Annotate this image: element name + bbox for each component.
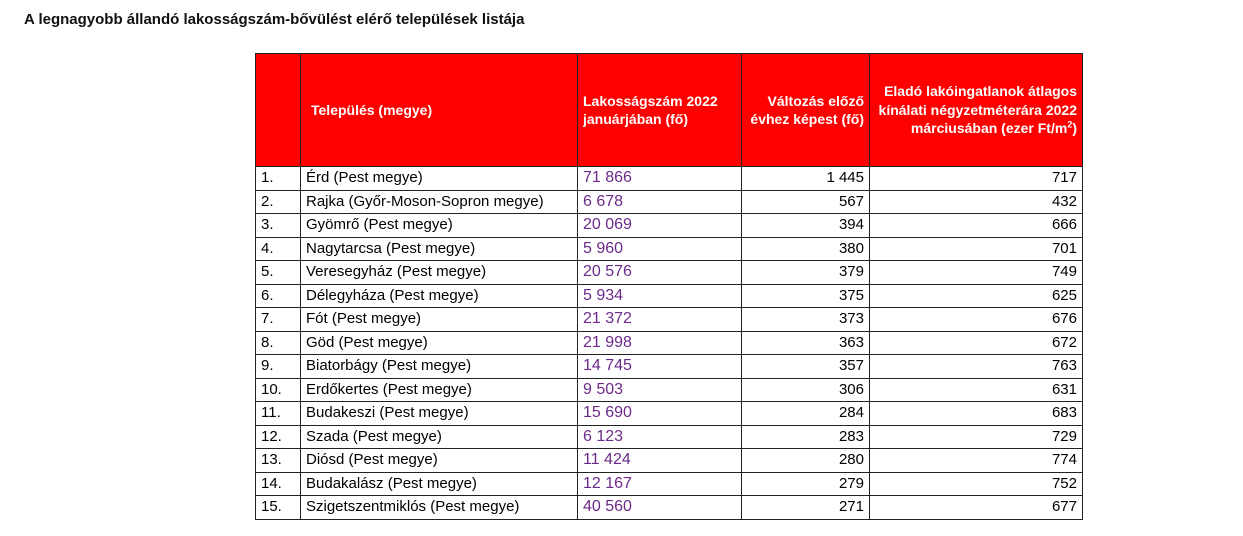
settlement-cell: Veresegyház (Pest megye) — [301, 261, 578, 285]
change-cell: 380 — [742, 237, 870, 261]
price-cell: 432 — [870, 190, 1083, 214]
change-cell: 280 — [742, 449, 870, 473]
table-row — [256, 331, 1083, 355]
settlement-cell: Biatorbágy (Pest megye) — [301, 355, 578, 379]
population-cell: 12 167 — [578, 472, 742, 496]
table-row — [256, 167, 1083, 191]
header-rank — [256, 54, 301, 167]
rank-cell: 2. — [256, 190, 301, 214]
population-cell: 15 690 — [578, 402, 742, 426]
change-cell: 379 — [742, 261, 870, 285]
population-cell: 21 372 — [578, 308, 742, 332]
change-cell: 357 — [742, 355, 870, 379]
population-cell: 21 998 — [578, 331, 742, 355]
table-row — [256, 449, 1083, 473]
settlement-cell: Erdőkertes (Pest megye) — [301, 378, 578, 402]
header-population: Lakosságszám 2022 januárjában (fő) — [578, 54, 742, 167]
population-cell: 20 069 — [578, 214, 742, 238]
table-row — [256, 425, 1083, 449]
rank-cell: 4. — [256, 237, 301, 261]
change-cell: 1 445 — [742, 167, 870, 191]
price-cell: 701 — [870, 237, 1083, 261]
rank-cell: 1. — [256, 167, 301, 191]
population-cell: 40 560 — [578, 496, 742, 520]
header-change: Változás előző évhez képest (fő) — [742, 54, 870, 167]
change-cell: 363 — [742, 331, 870, 355]
price-cell: 666 — [870, 214, 1083, 238]
price-cell: 677 — [870, 496, 1083, 520]
settlement-cell: Göd (Pest megye) — [301, 331, 578, 355]
settlements-table — [255, 53, 1083, 520]
rank-cell: 12. — [256, 425, 301, 449]
change-cell: 306 — [742, 378, 870, 402]
rank-cell: 10. — [256, 378, 301, 402]
table-row — [256, 355, 1083, 379]
table-row — [256, 402, 1083, 426]
rank-cell: 7. — [256, 308, 301, 332]
price-cell: 672 — [870, 331, 1083, 355]
price-cell: 774 — [870, 449, 1083, 473]
change-cell: 394 — [742, 214, 870, 238]
change-cell: 567 — [742, 190, 870, 214]
rank-cell: 15. — [256, 496, 301, 520]
change-cell: 375 — [742, 284, 870, 308]
population-cell: 9 503 — [578, 378, 742, 402]
rank-cell: 13. — [256, 449, 301, 473]
change-cell: 373 — [742, 308, 870, 332]
header-price-suffix: ) — [1072, 120, 1077, 137]
change-cell: 271 — [742, 496, 870, 520]
settlement-cell: Szada (Pest megye) — [301, 425, 578, 449]
settlement-cell: Rajka (Győr-Moson-Sopron megye) — [301, 190, 578, 214]
settlement-cell: Budakeszi (Pest megye) — [301, 402, 578, 426]
rank-cell: 14. — [256, 472, 301, 496]
population-cell: 14 745 — [578, 355, 742, 379]
table-row — [256, 261, 1083, 285]
population-cell: 6 678 — [578, 190, 742, 214]
price-cell: 676 — [870, 308, 1083, 332]
price-cell: 683 — [870, 402, 1083, 426]
table-row — [256, 190, 1083, 214]
population-cell: 20 576 — [578, 261, 742, 285]
page-title: A legnagyobb állandó lakosságszám-bővülést elérő települések listája — [24, 11, 525, 28]
table-row — [256, 214, 1083, 238]
population-cell: 71 866 — [578, 167, 742, 191]
settlement-cell: Nagytarcsa (Pest megye) — [301, 237, 578, 261]
population-cell: 5 934 — [578, 284, 742, 308]
change-cell: 279 — [742, 472, 870, 496]
rank-cell: 6. — [256, 284, 301, 308]
header-price — [870, 54, 1083, 167]
table-header-row — [256, 54, 1083, 167]
price-cell: 631 — [870, 378, 1083, 402]
settlement-cell: Budakalász (Pest megye) — [301, 472, 578, 496]
price-cell: 752 — [870, 472, 1083, 496]
price-cell: 729 — [870, 425, 1083, 449]
rank-cell: 8. — [256, 331, 301, 355]
settlement-cell: Diósd (Pest megye) — [301, 449, 578, 473]
population-cell: 6 123 — [578, 425, 742, 449]
change-cell: 284 — [742, 402, 870, 426]
table-row — [256, 496, 1083, 520]
price-cell: 625 — [870, 284, 1083, 308]
settlement-cell: Szigetszentmiklós (Pest megye) — [301, 496, 578, 520]
change-cell: 283 — [742, 425, 870, 449]
rank-cell: 9. — [256, 355, 301, 379]
settlement-cell: Gyömrő (Pest megye) — [301, 214, 578, 238]
table-row — [256, 378, 1083, 402]
settlement-cell: Délegyháza (Pest megye) — [301, 284, 578, 308]
table-row — [256, 237, 1083, 261]
population-cell: 11 424 — [578, 449, 742, 473]
header-price-sup: 2 — [1067, 119, 1073, 130]
population-cell: 5 960 — [578, 237, 742, 261]
rank-cell: 3. — [256, 214, 301, 238]
table-row — [256, 284, 1083, 308]
price-cell: 763 — [870, 355, 1083, 379]
table-row — [256, 308, 1083, 332]
table-row — [256, 472, 1083, 496]
settlement-cell: Érd (Pest megye) — [301, 167, 578, 191]
settlement-cell: Fót (Pest megye) — [301, 308, 578, 332]
header-settlement: Település (megye) — [301, 54, 578, 167]
price-cell: 717 — [870, 167, 1083, 191]
header-price-text: Eladó lakóingatlanok átlagos kínálati négyzetméterára 2022 márciusában (ezer Ft/m — [878, 83, 1077, 137]
price-cell: 749 — [870, 261, 1083, 285]
rank-cell: 5. — [256, 261, 301, 285]
rank-cell: 11. — [256, 402, 301, 426]
